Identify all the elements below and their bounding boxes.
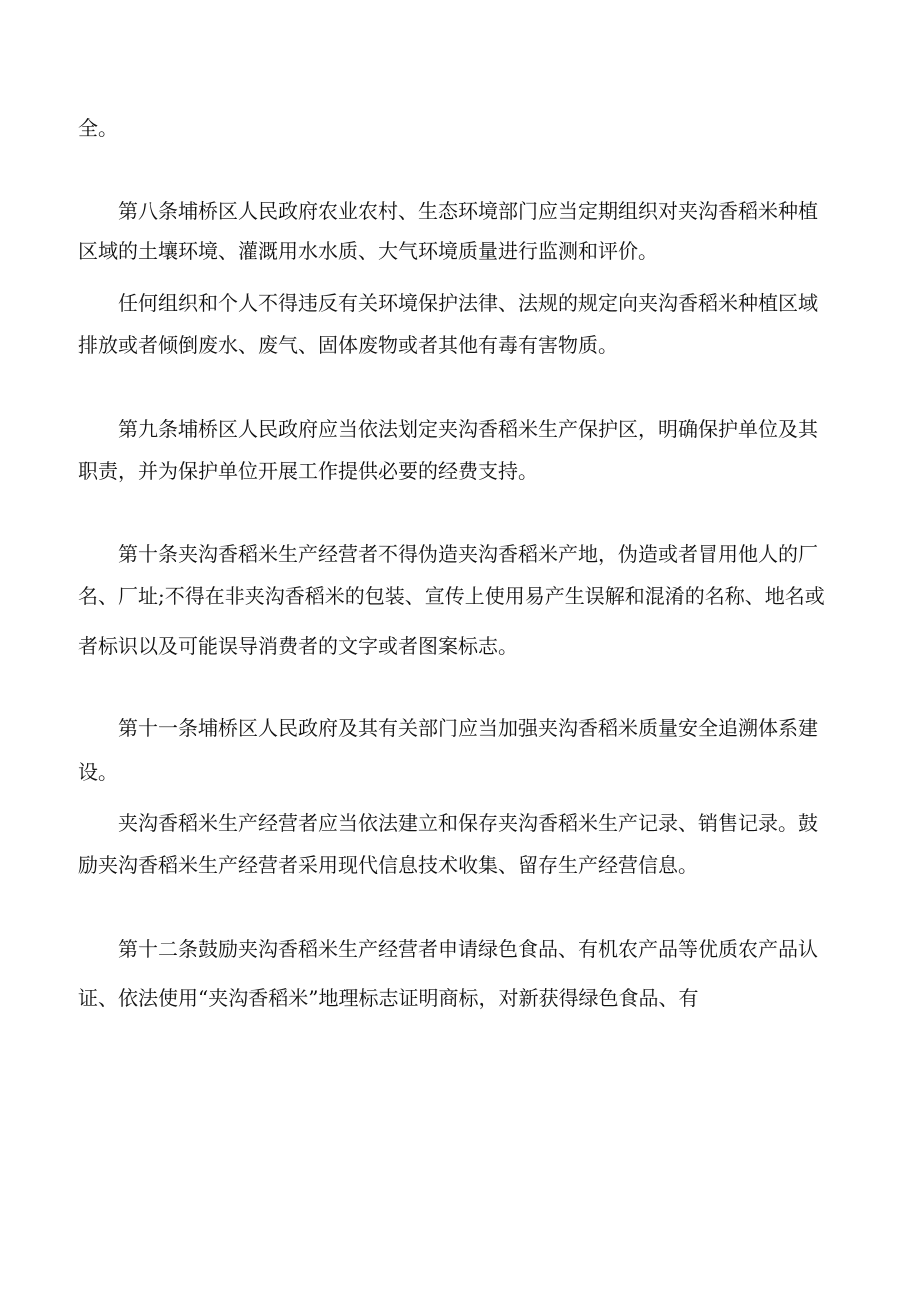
- article-10-line-2: 名、厂址;不得在非夹沟香稻米的包装、宣传上使用易产生误解和混淆的名称、地名或: [78, 584, 825, 608]
- article-8-line-1: 第八条埔桥区人民政府农业农村、生态环境部门应当定期组织对夹沟香稻米种植: [118, 199, 818, 223]
- article-9-line-2: 职责，并为保护单位开展工作提供必要的经费支持。: [78, 459, 538, 483]
- article-10-line-3: 者标识以及可能误导消费者的文字或者图案标志。: [78, 634, 518, 658]
- article-12-line-1: 第十二条鼓励夹沟香稻米生产经营者申请绿色食品、有机农产品等优质农产品认: [118, 937, 818, 961]
- article-8-para-2-line-1: 任何组织和个人不得违反有关环境保护法律、法规的规定向夹沟香稻米种植区域: [118, 291, 818, 315]
- article-10-line-1: 第十条夹沟香稻米生产经营者不得伪造夹沟香稻米产地，伪造或者冒用他人的厂: [118, 542, 818, 566]
- article-12-line-2: 证、依法使用“夹沟香稻米”地理标志证明商标，对新获得绿色食品、有: [78, 986, 699, 1010]
- article-8-para-2-line-2: 排放或者倾倒废水、废气、固体废物或者其他有毒有害物质。: [78, 333, 618, 357]
- article-11-line-1: 第十一条埔桥区人民政府及其有关部门应当加强夹沟香稻米质量安全追溯体系建: [118, 716, 818, 740]
- article-11-para-2-line-2: 励夹沟香稻米生产经营者采用现代信息技术收集、留存生产经营信息。: [78, 853, 698, 877]
- article-11-line-2: 设。: [78, 760, 118, 784]
- article-8-line-2: 区域的土壤环境、灌溉用水水质、大气环境质量进行监测和评价。: [78, 239, 658, 263]
- text-line-continuation: 全。: [78, 116, 118, 140]
- article-11-para-2-line-1: 夹沟香稻米生产经营者应当依法建立和保存夹沟香稻米生产记录、销售记录。鼓: [118, 811, 818, 835]
- article-9-line-1: 第九条埔桥区人民政府应当依法划定夹沟香稻米生产保护区，明确保护单位及其: [118, 417, 818, 441]
